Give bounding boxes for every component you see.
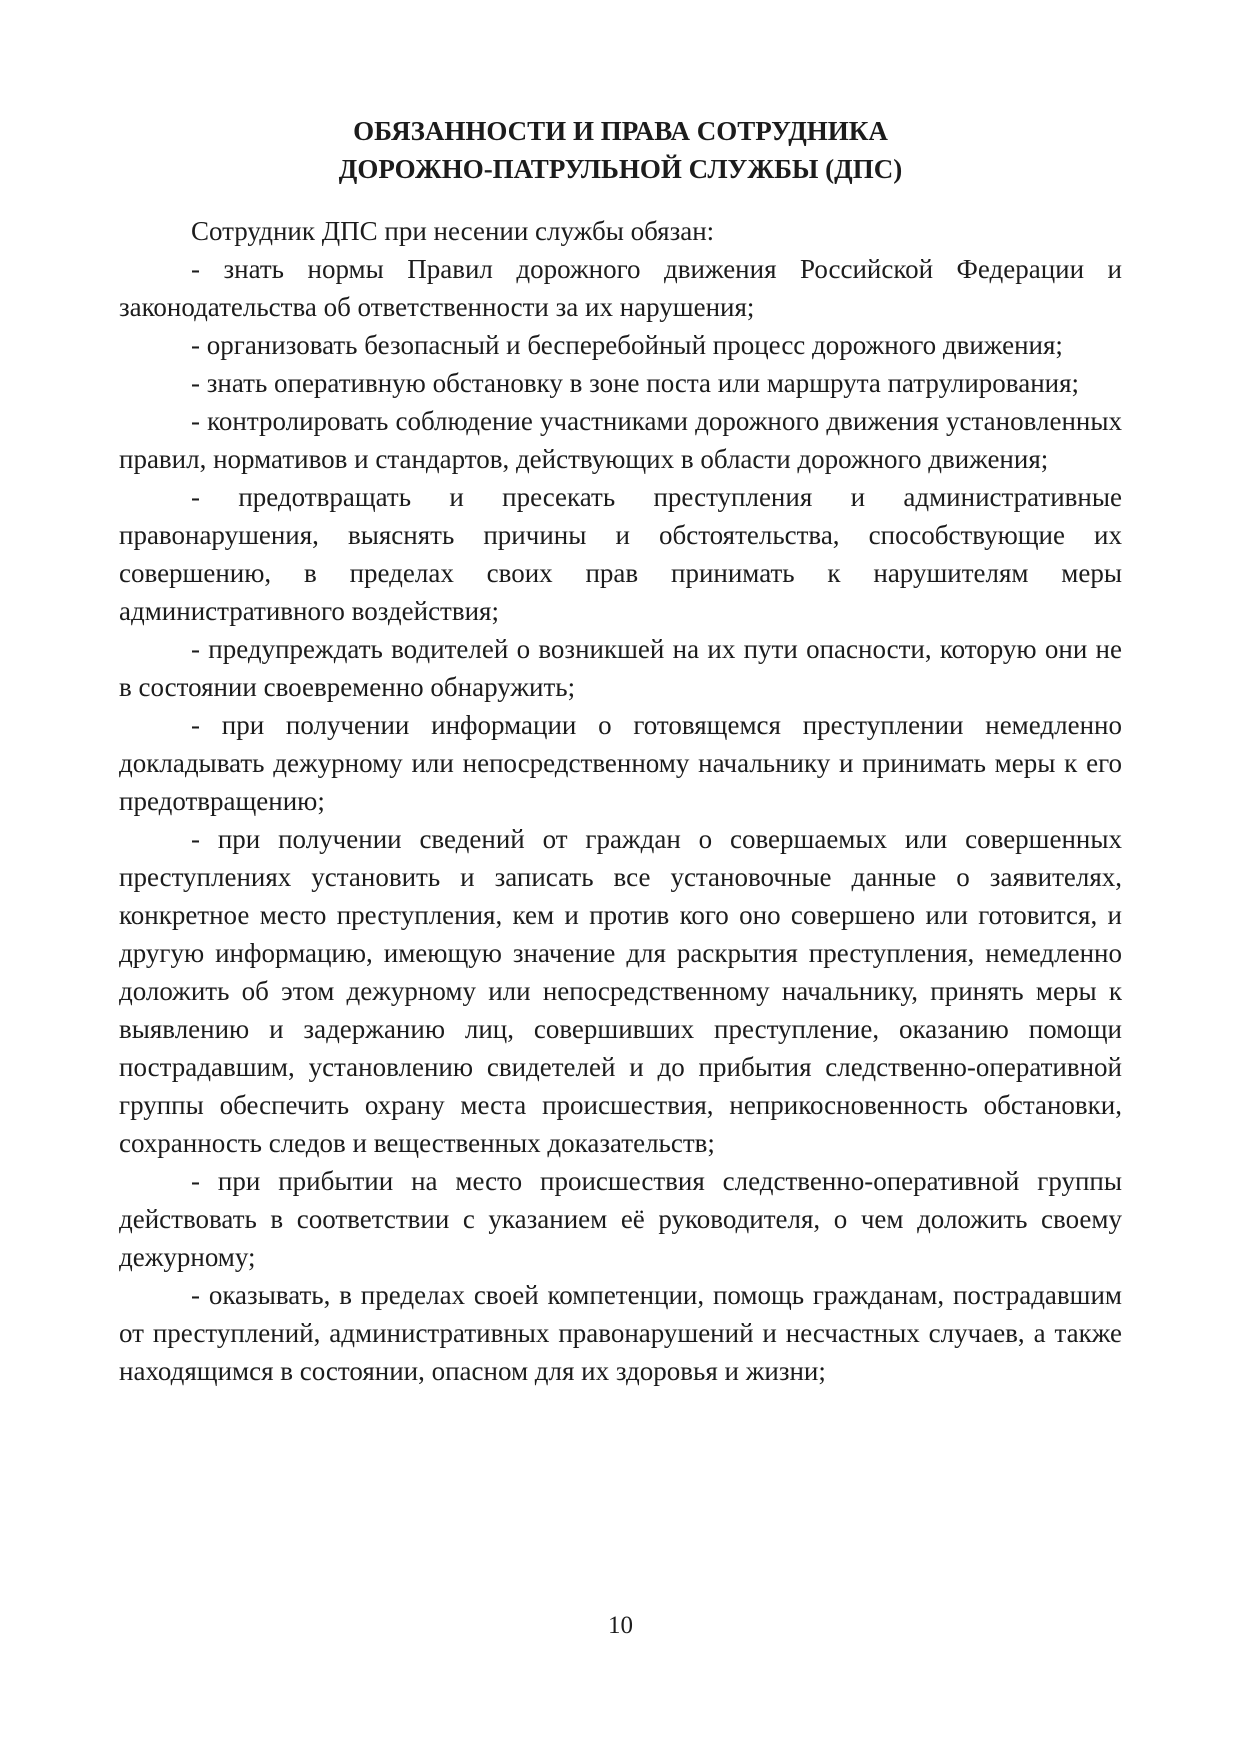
document-page — [119, 112, 1122, 1390]
duty-paragraph: - при прибытии на место происшествия следственно-оперативной группы действовать в соответствии с указанием её руководителя, о чем доложить своему дежурному; — [119, 1166, 1122, 1272]
intro-paragraph: Сотрудник ДПС при несении службы обязан: — [191, 216, 715, 246]
duty-paragraph: - контролировать соблюдение участниками дорожного движения установленных правил, нормативов и стандартов, действующих в области дорожного движения; — [119, 406, 1122, 474]
duty-paragraph: - организовать безопасный и бесперебойный процесс дорожного движения; — [191, 330, 1063, 360]
duty-paragraph: - предупреждать водителей о возникшей на их пути опасности, которую они не в состоянии своевременно обнаружить; — [119, 634, 1122, 702]
duty-paragraph: - при получении информации о готовящемся преступлении немедленно докладывать дежурному или непосредственному начальнику и принимать меры к его предотвращению; — [119, 710, 1122, 816]
duty-paragraph: - предотвращать и пресекать преступления и административные правонарушения, выяснять причины и обстоятельства, способствующие их совершению, в пределах своих прав принимать к нарушителям меры административного воздействия; — [119, 482, 1122, 626]
page-title — [119, 112, 1122, 188]
title-line-1: ОБЯЗАННОСТИ И ПРАВА СОТРУДНИКА — [353, 116, 888, 146]
duty-paragraph: - знать нормы Правил дорожного движения Российской Федерации и законодательства об ответственности за их нарушения; — [119, 254, 1122, 322]
duty-paragraph: - знать оперативную обстановку в зоне поста или маршрута патрулирования; — [191, 368, 1080, 398]
document-body — [119, 212, 1122, 1390]
title-line-2: ДОРОЖНО-ПАТРУЛЬНОЙ СЛУЖБЫ (ДПС) — [338, 154, 903, 184]
page-number: 10 — [608, 1612, 633, 1639]
duty-paragraph: - оказывать, в пределах своей компетенции, помощь гражданам, пострадавшим от преступлений, административных правонарушений и несчастных случаев, а также находящимся в состоянии, опасном для их здоровья и жизни; — [119, 1280, 1122, 1386]
duty-paragraph: - при получении сведений от граждан о совершаемых или совершенных преступлениях установить и записать все установочные данные о заявителях, конкретное место преступления, кем и против кого оно совершено или готовится, и другую информацию, имеющую значение для раскрытия преступления, немедленно доложить об этом дежурному или непосредственному начальнику, принять меры к выявлению и задержанию лиц, совершивших преступление, оказанию помощи пострадавшим, установлению свидетелей и до прибытия следственно-оперативной группы обеспечить охрану места происшествия, неприкосновенность обстановки, сохранность следов и вещественных доказательств; — [119, 824, 1122, 1158]
